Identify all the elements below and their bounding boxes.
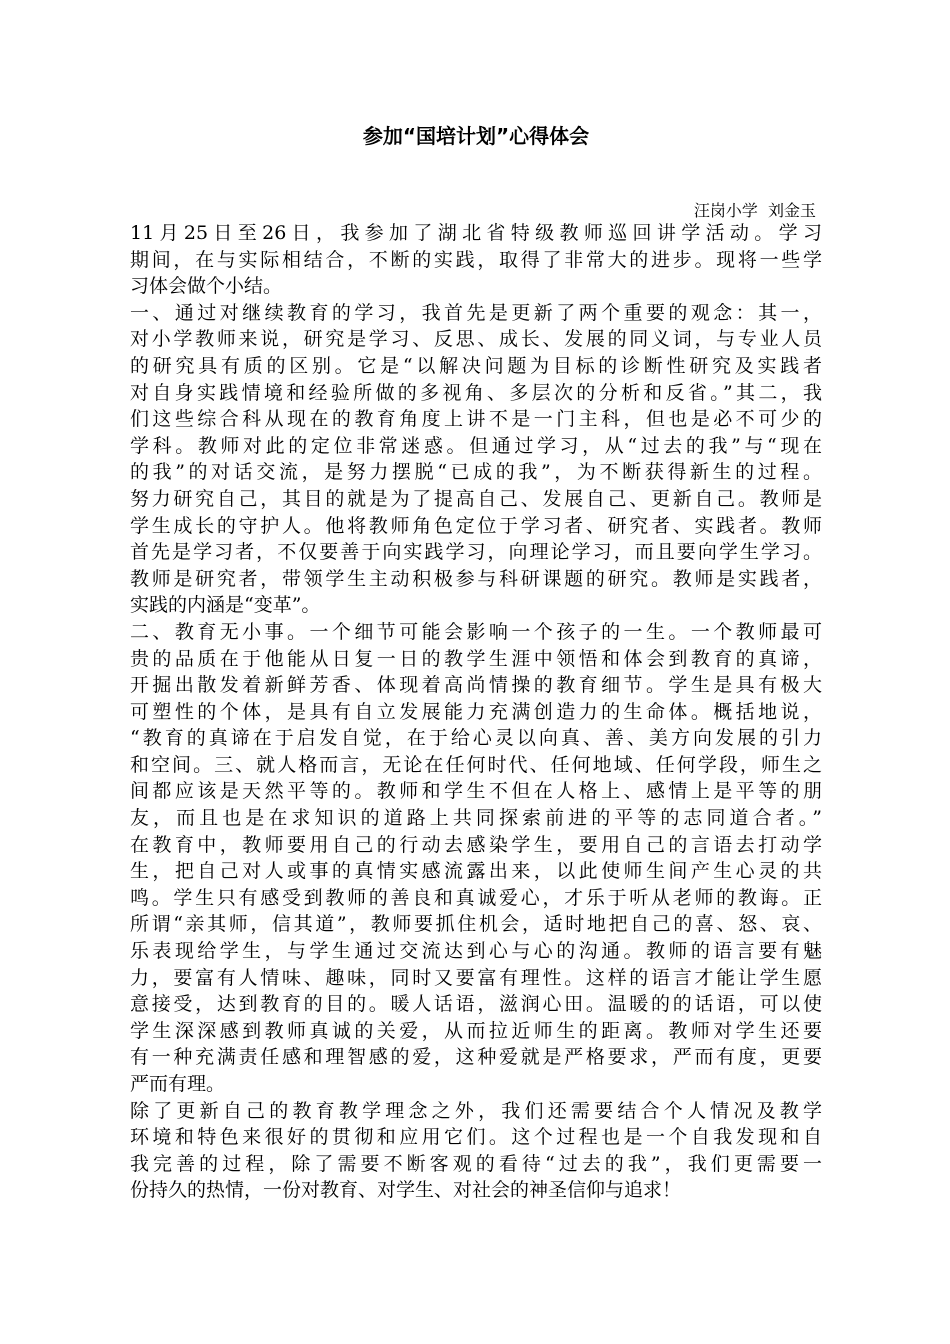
body-text-line: 意接受，达到教育的目的。暖人话语，滋润心田。温暖的的话语，可以使 [130, 993, 822, 1016]
body-text-line: 严而有理。 [130, 1073, 226, 1095]
body-text-line: 鸣。学生只有感受到教师的善良和真诚爱心，才乐于听从老师的教诲。正 [130, 886, 822, 909]
body-text-line: 力，要富有人情味、趣味，同时又要富有理性。这样的语言才能让学生愿 [130, 966, 822, 989]
body-text-line: 我完善的过程，除了需要不断客观的看待“过去的我”，我们更需要一 [130, 1152, 822, 1175]
body-text-line: 教师是研究者，带领学生主动积极参与科研课题的研究。教师是实践者， [130, 567, 822, 590]
body-text-line: 开掘出散发着新鲜芳香、体现着高尚情操的教育细节。学生是具有极大 [130, 674, 822, 697]
body-text-line: 学生成长的守护人。他将教师角色定位于学习者、研究者、实践者。教师 [130, 514, 822, 537]
body-text-line: 一、通过对继续教育的学习，我首先是更新了两个重要的观念：其一， [130, 301, 822, 324]
body-text-line: 间都应该是天然平等的。教师和学生不但在人格上、感情上是平等的朋 [130, 780, 822, 803]
document-author: 汪岗小学 刘金玉 [693, 201, 816, 220]
body-text-line: 有一种充满责任感和理智感的爱，这种爱就是严格要求，严而有度，更要 [130, 1046, 822, 1069]
body-text-line: 所谓“亲其师，信其道”，教师要抓住机会，适时地把自己的喜、怒、哀、 [130, 913, 822, 936]
body-text-line: 和空间。三、就人格而言，无论在任何时代、任何地域、任何学段，师生之 [130, 753, 822, 776]
body-text-line: 11月25日至26日，我参加了湖北省特级教师巡回讲学活动。学习 [130, 222, 822, 244]
body-text-line: 可塑性的个体，是具有自立发展能力充满创造力的生命体。概括地说， [130, 700, 822, 723]
document-body [130, 220, 822, 1204]
body-text-line: 期间，在与实际相结合，不断的实践，取得了非常大的进步。现将一些学 [130, 248, 822, 271]
body-text-line: 在教育中，教师要用自己的行动去感染学生，要用自己的言语去打动学 [130, 833, 822, 856]
body-text-line: 对自身实践情境和经验所做的多视角、多层次的分析和反省。”其二，我 [130, 381, 822, 404]
body-text-line: 乐表现给学生，与学生通过交流达到心与心的沟通。教师的语言要有魅 [130, 940, 822, 963]
body-text-line: 的研究具有质的区别。它是“以解决问题为目标的诊断性研究及实践者 [130, 354, 822, 377]
body-text-line: 的我”的对话交流，是努力摆脱“已成的我”，为不断获得新生的过程。 [130, 461, 822, 484]
body-text-line: 习体会做个小结。 [130, 275, 283, 298]
body-text-line: 友，而且也是在求知识的道路上共同探索前进的平等的志同道合者。” [130, 807, 822, 830]
body-text-line: 对小学教师来说，研究是学习、反思、成长、发展的同义词，与专业人员 [130, 328, 822, 351]
body-text-line: 份持久的热情，一份对教育、对学生、对社会的神圣信仰与追求！ [130, 1179, 682, 1202]
body-text-line: 贵的品质在于他能从日复一日的教学生涯中领悟和体会到教育的真谛， [130, 647, 822, 670]
body-text-line: “教育的真谛在于启发自觉，在于给心灵以向真、善、美方向发展的引力 [130, 727, 822, 750]
body-text-line: 实践的内涵是“变革”。 [130, 594, 321, 617]
body-text-line: 除了更新自己的教育教学理念之外，我们还需要结合个人情况及教学 [130, 1099, 822, 1122]
body-text-line: 学生深深感到教师真诚的关爱，从而拉近师生的距离。教师对学生还要 [130, 1019, 822, 1042]
body-text-line: 们这些综合科从现在的教育角度上讲不是一门主科，但也是必不可少的 [130, 408, 822, 431]
body-text-line: 首先是学习者，不仅要善于向实践学习，向理论学习，而且要向学生学习。 [130, 541, 822, 564]
body-text-line: 环境和特色来很好的贯彻和应用它们。这个过程也是一个自我发现和自 [130, 1126, 822, 1149]
body-text-line: 生，把自己对人或事的真情实感流露出来，以此使师生间产生心灵的共 [130, 860, 822, 883]
body-text-line: 努力研究自己，其目的就是为了提高自己、发展自己、更新自己。教师是 [130, 487, 822, 510]
document-title: 参加“国培计划”心得体会 [362, 124, 590, 148]
body-text-line: 学科。教师对此的定位非常迷惑。但通过学习，从“过去的我”与“现在 [130, 434, 822, 457]
body-text-line: 二、教育无小事。一个细节可能会影响一个孩子的一生。一个教师最可 [130, 620, 822, 643]
